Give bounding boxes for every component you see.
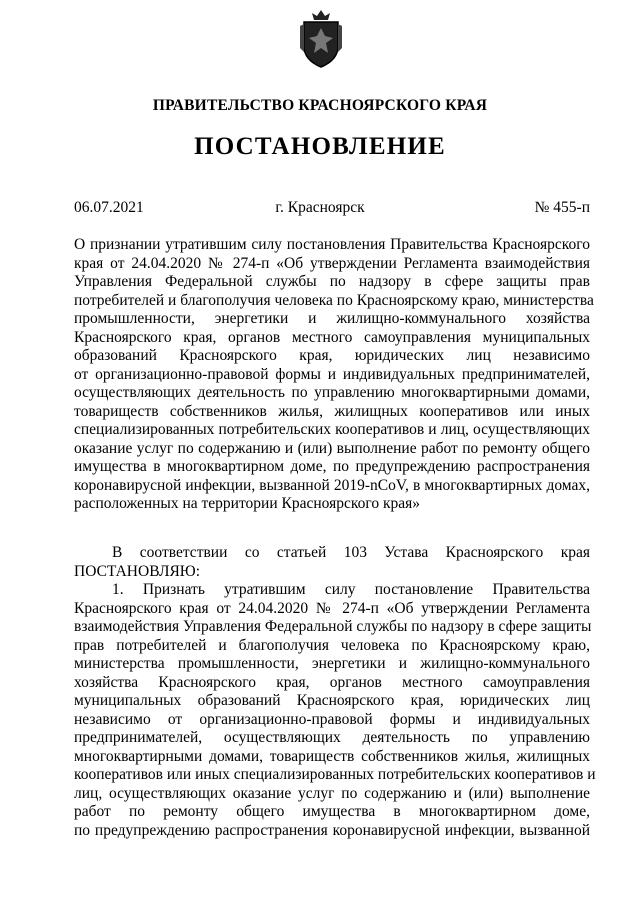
body-line: по предупреждению распространения коронавирусной инфекции, вызванной — [74, 821, 590, 839]
subject-line: специализированных потребительских кооперативов и лиц, осуществляющих — [74, 421, 590, 438]
body-line: независимо от организационно-правовой формы и индивидуальных — [74, 710, 590, 728]
document-city: г. Красноярск — [275, 199, 365, 216]
body-line: лиц, осуществляющих оказание услуг по содержанию и (или) выполнение — [74, 784, 590, 802]
subject-line: осуществляющих деятельность по управлению многоквартирными домами, — [74, 384, 590, 401]
subject-line: имущества в многоквартирном доме, по предупреждению распространения — [74, 458, 590, 475]
subject-line: коронавирусной инфекции, вызванной 2019-nCoV, в многоквартирных домах, — [74, 476, 590, 494]
subject-line: расположенных на территории Красноярского края» — [74, 495, 420, 512]
subject-line: О признании утратившим силу постановления Правительства Красноярского — [74, 236, 590, 253]
body-line: В соответствии со статьей 103 Устава Красноярского края — [112, 544, 590, 561]
body-line: прав потребителей и благополучия человека по Красноярскому краю, — [74, 636, 590, 654]
krasnoyarsk-coat-of-arms-icon — [298, 8, 344, 70]
subject-line: товариществ собственников жилья, жилищных кооперативов или иных — [74, 402, 590, 420]
body-line: Красноярского края от 24.04.2020 № 274-п «Об утверждении Регламента — [74, 599, 590, 617]
subject-line: от организационно-правовой формы и индивидуальных предпринимателей, — [74, 365, 590, 383]
body-line: ПОСТАНОВЛЯЮ: — [74, 562, 201, 580]
document-body — [74, 544, 596, 840]
subject-line: промышленности, энергетики и жилищно-коммунального хозяйства — [74, 310, 590, 327]
subject-line: оказание услуг по содержанию и (или) выполнение работ по ремонту общего — [74, 439, 590, 457]
document-number: № 455-п — [534, 199, 590, 216]
subject-line: края от 24.04.2020 № 274-п «Об утверждении Регламента взаимодействия — [74, 254, 590, 272]
document-title: ПОСТАНОВЛЕНИЕ — [194, 133, 446, 160]
body-line: кооперативов или иных специализированных потребительских кооперативов и — [74, 766, 596, 783]
document-subject — [74, 236, 594, 514]
body-line: предпринимателей, осуществляющих деятельность по управлению — [74, 729, 590, 746]
subject-line: Красноярского края, органов местного самоуправления муниципальных — [74, 328, 590, 346]
body-line: многоквартирными домами, товариществ собственников жилья, жилищных — [74, 747, 590, 765]
government-name: ПРАВИТЕЛЬСТВО КРАСНОЯРСКОГО КРАЯ — [152, 97, 488, 114]
subject-line: Управления Федеральной службы по надзору в сфере защиты прав — [74, 273, 590, 290]
document-date: 06.07.2021 — [74, 199, 144, 216]
body-line: министерства промышленности, энергетики и жилищно-коммунального — [74, 655, 590, 672]
subject-line: потребителей и благополучия человека по Красноярскому краю, министерства — [74, 291, 594, 309]
body-line: взаимодействия Управления Федеральной службы по надзору в сфере защиты — [74, 618, 592, 635]
body-line: хозяйства Красноярского края, органов местного самоуправления — [74, 673, 590, 691]
body-line: 1. Признать утратившим силу постановление Правительства — [112, 581, 590, 598]
subject-line: образований Красноярского края, юридических лиц независимо — [74, 347, 590, 364]
body-line: муниципальных образований Красноярского края, юридических лиц — [74, 692, 590, 709]
body-line: работ по ремонту общего имущества в многоквартирном доме, — [74, 803, 590, 820]
